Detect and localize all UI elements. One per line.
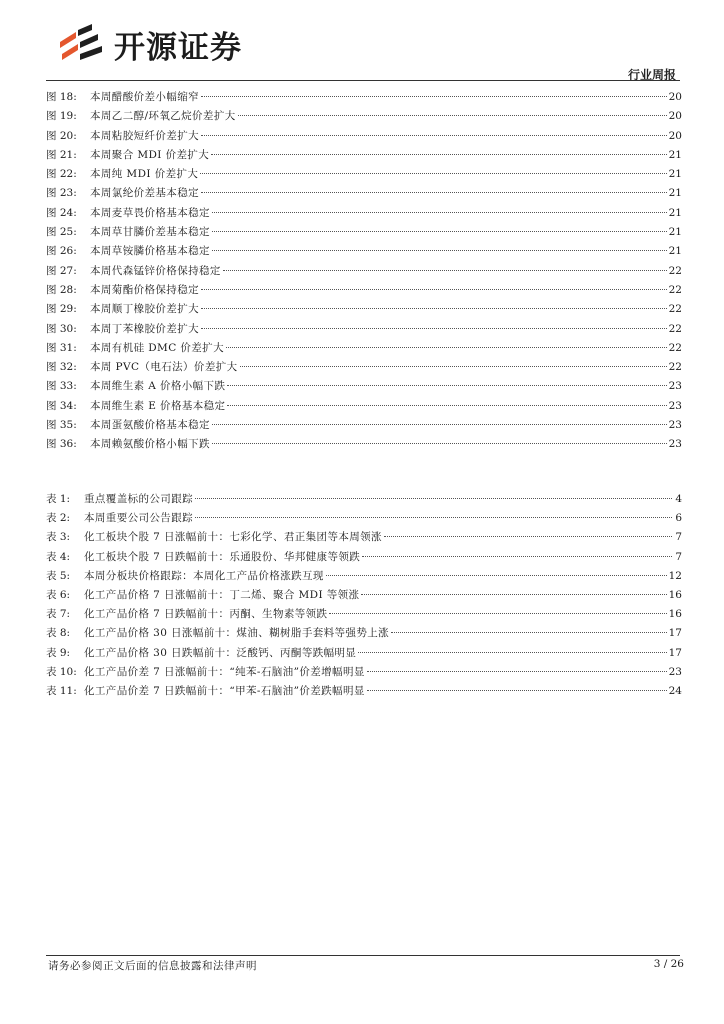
dot-leader: [367, 690, 667, 691]
dot-leader: [227, 385, 666, 386]
dot-leader: [212, 424, 667, 425]
entry-number: 图 27:: [46, 264, 77, 277]
entry-page-number: 22: [668, 322, 682, 335]
figure-index-entry[interactable]: [46, 397, 682, 416]
figure-index-entry[interactable]: [46, 204, 682, 223]
entry-page-number: 23: [668, 399, 682, 412]
dot-leader: [384, 536, 672, 537]
header-divider: [46, 80, 680, 81]
figure-index-entry[interactable]: [46, 435, 682, 454]
entry-number: 表 7:: [46, 608, 71, 621]
entry-title: 本周维生素 A 价格小幅下跌: [90, 380, 226, 393]
entry-title: 本周乙二醇/环氧乙烷价差扩大: [90, 110, 236, 123]
entry-page-number: 22: [668, 264, 682, 277]
dot-leader: [201, 135, 667, 136]
table-index-list: [46, 490, 682, 701]
figure-index-entry[interactable]: [46, 165, 682, 184]
entry-number: 表 1:: [46, 493, 71, 505]
table-index-entry[interactable]: [46, 567, 682, 586]
figure-index-entry[interactable]: [46, 377, 682, 396]
entry-number: 图 21:: [46, 148, 77, 161]
figure-index-entry[interactable]: [46, 107, 682, 126]
entry-title: 本周丁苯橡胶价差扩大: [90, 322, 199, 335]
figure-index-entry[interactable]: [46, 146, 682, 165]
entry-title: 本周草铵膦价格基本稳定: [90, 245, 210, 258]
dot-leader: [329, 613, 666, 614]
figure-index-entry[interactable]: [46, 416, 682, 435]
table-index-entry[interactable]: [46, 644, 682, 663]
entry-page-number: 23: [668, 438, 682, 451]
entry-number: 图 18:: [46, 91, 77, 103]
entry-page-number: 22: [668, 341, 682, 354]
entry-page-number: 24: [668, 684, 682, 697]
entry-number: 图 24:: [46, 206, 77, 219]
footer-disclaimer: 请务必参阅正文后面的信息披露和法律声明: [48, 960, 257, 972]
entry-page-number: 21: [668, 226, 682, 239]
entry-page-number: 12: [668, 569, 682, 582]
entry-title: 本周维生素 E 价格基本稳定: [90, 399, 226, 412]
entry-title: 本周醋酸价差小幅缩窄: [90, 91, 199, 103]
figure-index-entry[interactable]: [46, 358, 682, 377]
entry-number: 图 35:: [46, 419, 77, 432]
entry-number: 图 22:: [46, 168, 77, 181]
figure-index-entry[interactable]: [46, 223, 682, 242]
brand-mark-icon: [58, 22, 106, 66]
entry-page-number: 22: [668, 283, 682, 296]
dot-leader: [212, 250, 667, 251]
entry-page-number: 16: [668, 588, 682, 601]
entry-number: 表 8:: [46, 627, 71, 640]
entry-number: 图 23:: [46, 187, 77, 200]
dot-leader: [201, 192, 667, 193]
entry-page-number: 4: [675, 493, 682, 505]
figure-index-entry[interactable]: [46, 339, 682, 358]
dot-leader: [361, 594, 666, 595]
dot-leader: [212, 212, 667, 213]
page-number: 3 / 26: [653, 958, 684, 970]
entry-page-number: 16: [668, 608, 682, 621]
figure-index-entry[interactable]: [46, 184, 682, 203]
table-index-entry[interactable]: [46, 605, 682, 624]
table-index-entry[interactable]: [46, 509, 682, 528]
entry-page-number: 23: [668, 665, 682, 678]
entry-page-number: 21: [668, 187, 682, 200]
dot-leader: [195, 517, 672, 518]
entry-number: 表 5:: [46, 569, 71, 582]
entry-page-number: 22: [668, 303, 682, 316]
dot-leader: [201, 328, 667, 329]
figure-index-entry[interactable]: [46, 127, 682, 146]
entry-page-number: 23: [668, 380, 682, 393]
entry-title: 化工产品价差 7 日跌幅前十：“甲苯-石脑油”价差跌幅明显: [84, 684, 365, 697]
dot-leader: [227, 405, 666, 406]
entry-number: 图 28:: [46, 283, 77, 296]
brand-logo: [58, 22, 242, 66]
table-index-entry[interactable]: [46, 682, 682, 701]
entry-page-number: 7: [675, 531, 682, 544]
entry-title: 本周 PVC（电石法）价差扩大: [90, 361, 238, 374]
entry-page-number: 22: [668, 361, 682, 374]
entry-number: 表 10:: [46, 665, 77, 678]
dot-leader: [212, 231, 667, 232]
entry-title: 重点覆盖标的公司跟踪: [84, 493, 193, 505]
dot-leader: [201, 308, 667, 309]
figure-index-entry[interactable]: [46, 262, 682, 281]
entry-title: 本周粘胶短纤价差扩大: [90, 129, 199, 142]
entry-page-number: 20: [668, 129, 682, 142]
dot-leader: [200, 173, 666, 174]
dot-leader: [211, 154, 666, 155]
page-header: [0, 0, 724, 82]
table-index-entry[interactable]: [46, 548, 682, 567]
entry-number: 图 30:: [46, 322, 77, 335]
entry-number: 图 34:: [46, 399, 77, 412]
dot-leader: [367, 671, 667, 672]
entry-number: 图 36:: [46, 438, 77, 451]
entry-page-number: 21: [668, 245, 682, 258]
report-type-label: 行业周报: [627, 68, 676, 82]
entry-title: 本周纯 MDI 价差扩大: [90, 168, 199, 181]
entry-title: 化工产品价格 7 日跌幅前十：丙酮、生物素等领跌: [84, 608, 328, 621]
entry-title: 化工产品价格 30 日跌幅前十：泛酸钙、丙酮等跌幅明显: [84, 646, 357, 659]
figure-index-entry[interactable]: [46, 320, 682, 339]
entry-title: 化工板块个股 7 日涨幅前十：七彩化学、君正集团等本周领涨: [84, 531, 382, 544]
table-index-entry[interactable]: [46, 624, 682, 643]
entry-title: 本周麦草畏价格基本稳定: [90, 206, 210, 219]
dot-leader: [212, 443, 667, 444]
figure-index-entry[interactable]: [46, 88, 682, 107]
entry-page-number: 17: [668, 627, 682, 640]
entry-title: 化工产品价格 7 日涨幅前十：丁二烯、聚合 MDI 等领涨: [84, 588, 360, 601]
entry-title: 本周菊酯价格保持稳定: [90, 283, 199, 296]
dot-leader: [240, 366, 667, 367]
entry-page-number: 21: [668, 168, 682, 181]
entry-number: 图 25:: [46, 226, 77, 239]
table-index-entry[interactable]: [46, 528, 682, 547]
entry-title: 本周顺丁橡胶价差扩大: [90, 303, 199, 316]
entry-page-number: 17: [668, 646, 682, 659]
entry-page-number: 7: [675, 550, 682, 563]
brand-name: 开源证券: [114, 29, 242, 66]
figure-index-entry[interactable]: [46, 281, 682, 300]
dot-leader: [326, 575, 667, 576]
entry-number: 图 31:: [46, 341, 77, 354]
entry-number: 图 33:: [46, 380, 77, 393]
dot-leader: [238, 115, 667, 116]
dot-leader: [195, 498, 672, 499]
entry-page-number: 20: [668, 91, 682, 103]
entry-title: 本周分板块价格跟踪：本周化工产品价格涨跌互现: [84, 569, 324, 582]
entry-title: 本周代森锰锌价格保持稳定: [90, 264, 221, 277]
entry-number: 表 2:: [46, 512, 71, 525]
figure-index-entry[interactable]: [46, 242, 682, 261]
entry-page-number: 21: [668, 148, 682, 161]
entry-page-number: 23: [668, 419, 682, 432]
entry-number: 表 9:: [46, 646, 71, 659]
dot-leader: [362, 556, 672, 557]
entry-page-number: 20: [668, 110, 682, 123]
entry-title: 本周聚合 MDI 价差扩大: [90, 148, 210, 161]
entry-number: 表 4:: [46, 550, 71, 563]
table-index-entry[interactable]: [46, 586, 682, 605]
entry-number: 图 19:: [46, 110, 77, 123]
table-index-entry[interactable]: [46, 663, 682, 682]
dot-leader: [358, 652, 666, 653]
dot-leader: [201, 96, 667, 97]
entry-page-number: 21: [668, 206, 682, 219]
dot-leader: [391, 632, 667, 633]
entry-title: 化工产品价格 30 日涨幅前十：煤油、糊树脂手套料等强势上涨: [84, 627, 390, 640]
dot-leader: [226, 347, 667, 348]
entry-number: 图 20:: [46, 129, 77, 142]
entry-number: 表 11:: [46, 684, 77, 697]
dot-leader: [201, 289, 667, 290]
entry-title: 本周蛋氨酸价格基本稳定: [90, 419, 210, 432]
footer-divider: [46, 955, 680, 956]
entry-title: 本周重要公司公告跟踪: [84, 512, 193, 525]
entry-title: 本周有机硅 DMC 价差扩大: [90, 341, 224, 354]
figure-index-list: [46, 88, 682, 455]
entry-title: 化工产品价差 7 日涨幅前十：“纯苯-石脑油”价差增幅明显: [84, 665, 365, 678]
entry-title: 本周氯纶价差基本稳定: [90, 187, 199, 200]
entry-title: 化工板块个股 7 日跌幅前十：乐通股份、华邦健康等领跌: [84, 550, 361, 563]
entry-title: 本周草甘膦价差基本稳定: [90, 226, 210, 239]
entry-number: 图 32:: [46, 361, 77, 374]
entry-number: 图 26:: [46, 245, 77, 258]
entry-page-number: 6: [675, 512, 682, 525]
entry-title: 本周赖氨酸价格小幅下跌: [90, 438, 210, 451]
entry-number: 表 3:: [46, 531, 71, 544]
figure-index-entry[interactable]: [46, 300, 682, 319]
entry-number: 图 29:: [46, 303, 77, 316]
dot-leader: [223, 270, 667, 271]
table-index-entry[interactable]: [46, 490, 682, 509]
entry-number: 表 6:: [46, 588, 71, 601]
